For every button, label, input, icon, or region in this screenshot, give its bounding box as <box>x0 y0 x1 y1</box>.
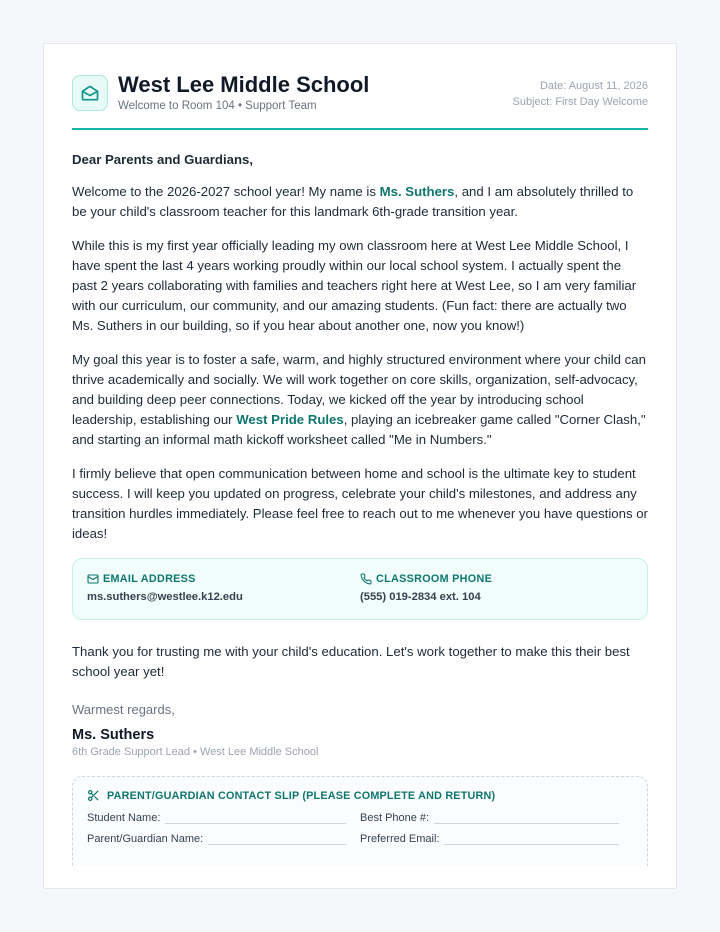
scissors-icon <box>87 789 100 802</box>
phone-label: CLASSROOM PHONE <box>376 573 493 585</box>
brand <box>72 72 369 112</box>
closing-paragraph: Thank you for trusting me with your child's education. Let's work together to make this their best school year yet! <box>72 644 630 679</box>
phone-icon <box>360 573 372 585</box>
phone-value[interactable]: (555) 019-2834 ext. 104 <box>360 591 481 603</box>
paragraph-3-start: My goal this year is to foster a safe, warm, and highly structured environment where your child can thrive academically and socially. We will work together on core skills, organization, self-advocacy, and building deep peer connections. Today, we kicked off the year by introducing school leadership, establishing our <box>72 352 646 427</box>
guardian-name-field[interactable] <box>87 831 360 845</box>
paragraph-1-start: Welcome to the 2026-2027 school year! My name is <box>72 184 380 199</box>
greeting: Dear Parents and Guardians, <box>72 152 254 167</box>
preferred-email-line[interactable] <box>444 831 619 845</box>
best-phone-field[interactable] <box>360 810 633 824</box>
signature-name: Ms. Suthers <box>72 727 155 743</box>
regards: Warmest regards, <box>72 702 175 717</box>
guardian-name-line[interactable] <box>208 831 346 845</box>
paragraph-2: While this is my first year officially leading my own classroom here at West Lee Middle School, I have spent the last 4 years working proudly within our local school system. I actually spent the past 2 years collaborating with families and teachers right here at West Lee, so I am very familiar with our curriculum, our community, and our amazing students. (Fun fact: there are actually two Ms. Suthers in our building, so if you hear about another one, now you know!) <box>72 238 637 333</box>
teacher-name-highlight: Ms. Suthers <box>379 184 455 199</box>
student-name-label: Student Name: <box>87 812 161 824</box>
email-value[interactable]: ms.suthers@westlee.k12.edu <box>87 591 243 603</box>
letter-header <box>72 72 648 116</box>
letter-meta <box>512 72 648 110</box>
paragraph-1 <box>72 182 648 222</box>
signature-role: 6th Grade Support Lead • West Lee Middle School <box>72 746 319 758</box>
paragraph-4: I firmly believe that open communication between home and school is the ultimate key to student success. I will keep you updated on progress, celebrate your child's milestones, and address any transition hurdles immediately. Please feel free to reach out to me whenever you have questions or ideas! <box>72 466 648 541</box>
letter-body <box>72 150 648 544</box>
paragraph-1-end: , and I am absolutely thrilled to be your child's classroom teacher for this landmark 6th-grade transition year. <box>72 184 634 219</box>
mail-icon <box>87 573 99 585</box>
best-phone-line[interactable] <box>434 810 619 824</box>
school-subtitle: Welcome to Room 104 • Support Team <box>118 100 317 112</box>
student-name-field[interactable] <box>87 810 360 824</box>
contact-box <box>72 558 648 620</box>
letter-page <box>43 43 677 889</box>
phone-contact <box>360 573 633 619</box>
best-phone-label: Best Phone #: <box>360 812 430 824</box>
email-label: EMAIL ADDRESS <box>103 573 196 585</box>
header-divider <box>72 128 648 130</box>
guardian-name-label: Parent/Guardian Name: <box>87 833 204 845</box>
rules-highlight: West Pride Rules <box>236 412 344 427</box>
letter-date: Date: August 11, 2026 <box>539 80 648 92</box>
contact-slip <box>72 776 648 866</box>
email-contact <box>87 573 360 619</box>
preferred-email-field[interactable] <box>360 831 633 845</box>
letter-subject: Subject: First Day Welcome <box>512 96 648 108</box>
slip-title: PARENT/GUARDIAN CONTACT SLIP (PLEASE COMPLETE AND RETURN) <box>107 789 496 802</box>
student-name-line[interactable] <box>165 810 346 824</box>
envelope-open-icon <box>72 75 108 111</box>
paragraph-3-end: , playing an icebreaker game called "Corner Clash," and starting an informal math kickoff worksheet called "Me in Numbers." <box>72 412 646 447</box>
paragraph-3 <box>72 350 648 450</box>
preferred-email-label: Preferred Email: <box>360 833 440 845</box>
school-title: West Lee Middle School <box>118 72 370 97</box>
